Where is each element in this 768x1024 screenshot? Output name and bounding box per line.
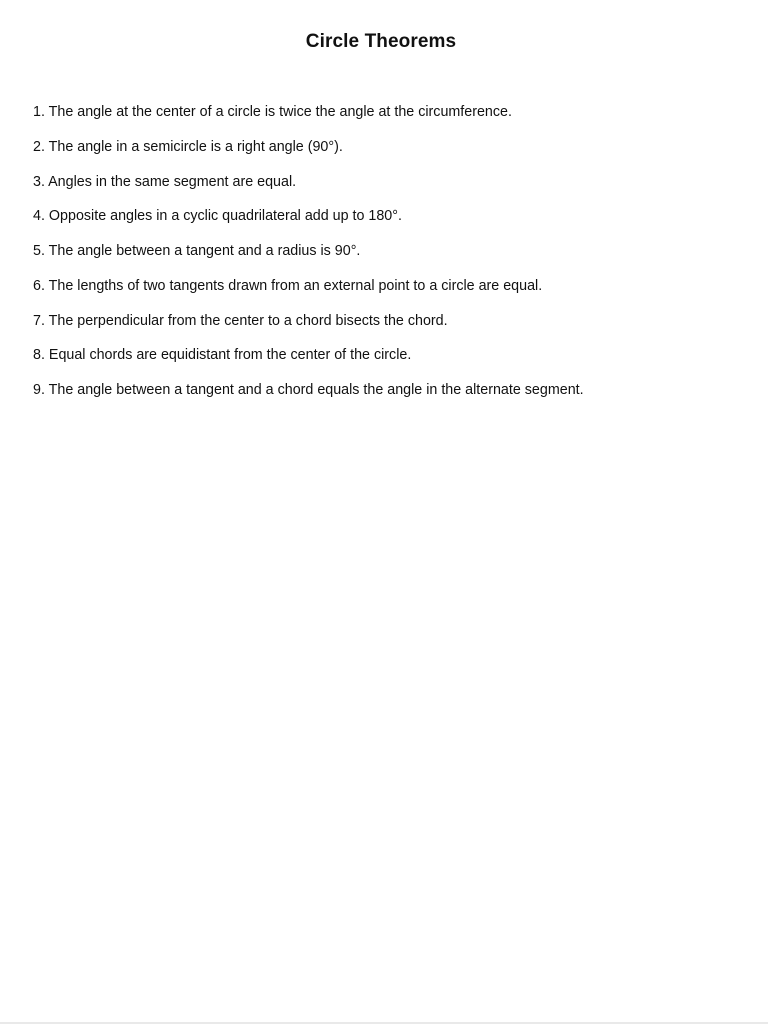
theorem-item-8	[33, 344, 733, 379]
theorem-number: 5.	[33, 243, 45, 259]
theorem-number: 8.	[33, 347, 45, 364]
theorem-item-2	[33, 136, 733, 171]
theorem-number: 4.	[33, 208, 45, 225]
theorem-item-5	[33, 240, 733, 275]
theorem-item-1	[33, 101, 733, 136]
page-title: Circle Theorems	[305, 31, 457, 52]
theorem-number: 2.	[33, 138, 45, 155]
theorem-item-4	[33, 205, 733, 240]
theorem-text: The angle between a tangent and a radius is 90°.	[48, 243, 361, 259]
theorem-text: The lengths of two tangents drawn from an external point to a circle are equal.	[48, 277, 543, 294]
theorem-text: The perpendicular from the center to a chord bisects the chord.	[48, 312, 448, 329]
theorem-number: 1.	[33, 104, 45, 120]
theorem-list	[33, 101, 733, 414]
theorem-text: The angle in a semicircle is a right angle (90°).	[48, 138, 343, 155]
theorem-text: Equal chords are equidistant from the center of the circle.	[48, 347, 412, 364]
theorem-number: 9.	[33, 382, 45, 398]
theorem-text: Opposite angles in a cyclic quadrilateral add up to 180°.	[48, 208, 402, 225]
theorem-text: The angle between a tangent and a chord equals the angle in the alternate segment.	[48, 382, 584, 398]
theorem-item-9	[33, 379, 733, 414]
theorem-number: 6.	[33, 277, 45, 294]
theorem-text: Angles in the same segment are equal.	[48, 173, 297, 190]
theorem-number: 7.	[33, 312, 45, 329]
theorem-item-7	[33, 310, 733, 345]
theorem-item-6	[33, 275, 733, 310]
theorem-number: 3.	[33, 173, 45, 190]
theorem-text: The angle at the center of a circle is twice the angle at the circumference.	[48, 104, 512, 120]
theorem-item-3	[33, 171, 733, 206]
